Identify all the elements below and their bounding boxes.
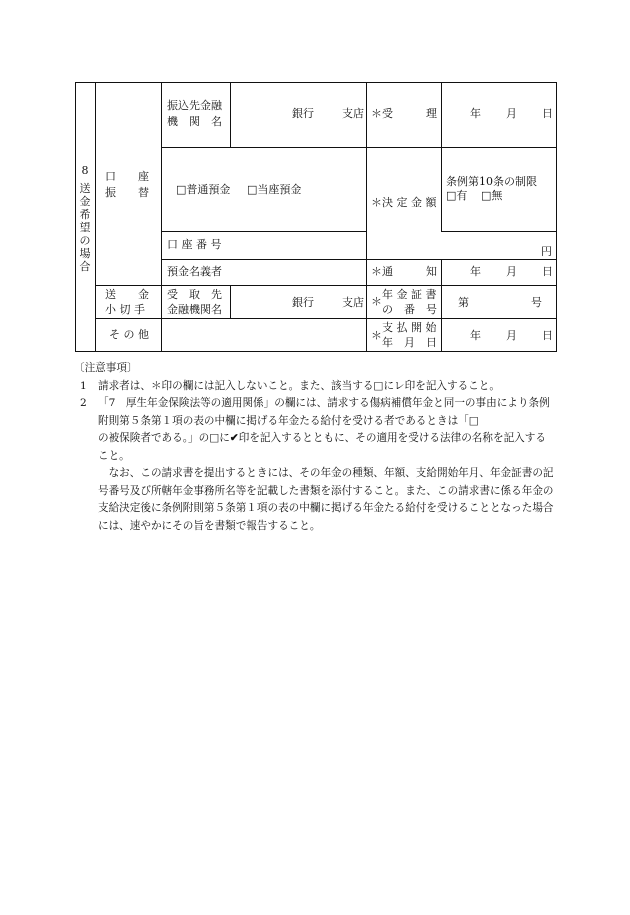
decision-amount-label: ＊決 定 金 額 xyxy=(371,196,437,209)
start-year: 年 xyxy=(470,329,481,342)
restriction-yes-checkbox[interactable]: □有 xyxy=(446,189,468,202)
remittance-form-table xyxy=(75,82,557,352)
note-item-2 xyxy=(78,395,556,465)
check-branch-unit: 支店 xyxy=(342,296,364,309)
bank-name-label-2: 機 関 名 xyxy=(167,115,222,128)
notice-day: 日 xyxy=(542,265,553,278)
deposit-ordinary-checkbox[interactable]: □普通預金 xyxy=(176,183,231,196)
receipt-year: 年 xyxy=(470,107,481,120)
cert-dai: 第 xyxy=(458,296,469,309)
table-grid-lines xyxy=(75,82,557,352)
note-item-2-text-c: 印を記入するとともに、その適用を受ける法律の名称を記入すること。 xyxy=(98,432,546,462)
note-item-2-text-b: の被保険者である。」の□に xyxy=(98,432,230,444)
account-transfer-label-top: 口 座 xyxy=(105,170,149,183)
note-paragraph: なお、この請求書を提出するときには、その年金の種類、年額、支給開始年月、年金証書の記号番号及び所轄年金事務所名等を記載した書類を添付すること。また、この請求書に係る年金の支給決定後に条例附則第５条第１項の表の中欄に掲げる年金たる給付を受けることとなった場合には、速やかにその旨を書類で報告すること。 xyxy=(98,467,554,532)
yen-unit: 円 xyxy=(541,245,552,258)
account-number-label: 口 座 番 号 xyxy=(167,238,222,251)
bank-unit: 銀行 xyxy=(292,107,314,120)
checkmark-icon: ✔ xyxy=(229,432,239,444)
notes-heading: 〔注意事項〕 xyxy=(74,362,138,374)
holder-label: 預金名義者 xyxy=(167,265,222,278)
check-bank-unit: 銀行 xyxy=(292,296,314,309)
receipt-label: ＊受 理 xyxy=(371,107,437,120)
note-item-1-text: 請求者は、＊印の欄には記入しないこと。また、該当する□にレ印を記入すること。 xyxy=(98,379,500,392)
start-asterisk: ＊ xyxy=(371,329,382,342)
note-item-2-text-a: 「7 厚生年金保険法等の適用関係」の欄には、請求する傷病補償年金と同一の事由により条例附則第５条第１項の表の中欄に掲げる年金たる給付を受ける者であるときは「□ xyxy=(98,397,550,427)
payment-start-label-1: 支 払 開 始 xyxy=(382,321,437,334)
account-transfer-label-bottom: 振 替 xyxy=(105,186,149,199)
cert-gou: 号 xyxy=(531,296,542,309)
other-label: そ の 他 xyxy=(109,328,149,341)
notes-section xyxy=(74,360,556,535)
note-item-2-number: 2 xyxy=(80,397,87,409)
bank-name-label-1: 振込先金融 xyxy=(167,99,222,112)
branch-unit: 支店 xyxy=(342,107,364,120)
cert-number-label-1: 年 金 証 書 xyxy=(382,288,437,301)
payment-start-label-2: 年 月 日 xyxy=(382,336,437,349)
start-month: 月 xyxy=(506,329,517,342)
check-bank-label-2: 金融機関名 xyxy=(167,303,222,316)
notice-year: 年 xyxy=(470,265,481,278)
receipt-month: 月 xyxy=(506,107,517,120)
cert-asterisk: ＊ xyxy=(371,295,382,308)
start-day: 日 xyxy=(542,329,553,342)
restriction-no-checkbox[interactable]: □無 xyxy=(481,189,503,202)
check-transfer-label-top: 送 金 xyxy=(105,288,149,301)
check-bank-label-1: 受 取 先 xyxy=(167,288,222,301)
notice-month: 月 xyxy=(506,265,517,278)
notice-label: ＊通 知 xyxy=(371,265,437,278)
section-number: 8 xyxy=(81,164,89,177)
cert-number-label-2: の 番 号 xyxy=(382,303,437,316)
section-title: 送金希望の場合 xyxy=(79,182,91,273)
receipt-day: 日 xyxy=(542,107,553,120)
check-transfer-label-bottom: 小 切 手 xyxy=(105,303,145,316)
restriction-label: 条例第10条の制限 xyxy=(446,175,537,188)
deposit-current-checkbox[interactable]: □当座預金 xyxy=(247,183,302,196)
note-item-1-number: 1 xyxy=(80,379,87,392)
note-item-1 xyxy=(78,378,556,396)
